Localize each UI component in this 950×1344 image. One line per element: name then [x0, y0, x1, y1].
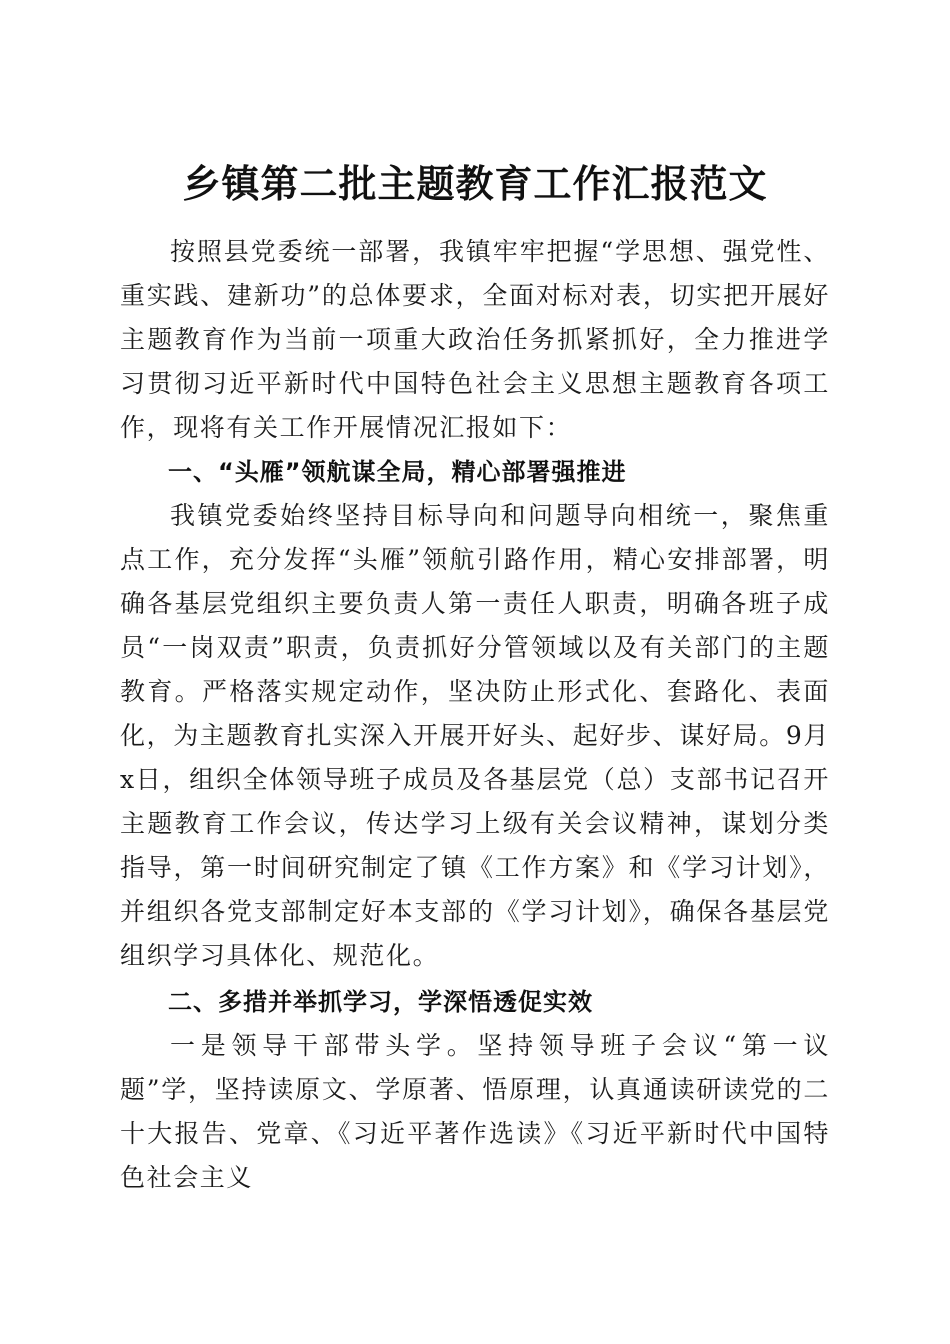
section-1-paragraph: 我镇党委始终坚持目标导向和问题导向相统一，聚焦重点工作，充分发挥“头雁”领航引路作用，精心安排部署，明确各基层党组织主要负责人第一责任人职责，明确各班子成员“一岗双责”职责，负责抓好分管领域以及有关部门的主题教育。严格落实规定动作，坚决防止形式化、套路化、表面化，为主题教育扎实深入开展开好头、起好步、谋好局。9月x日，组织全体领导班子成员及各基层党（总）支部书记召开主题教育工作会议，传达学习上级有关会议精神，谋划分类指导，第一时间研究制定了镇《工作方案》和《学习计划》，并组织各党支部制定好本支部的《学习计划》，确保各基层党组织学习具体化、规范化。 — [120, 501, 830, 970]
section-1-heading: 一、“头雁”领航谋全局，精心部署强推进 — [168, 458, 627, 486]
document-title: 乡镇第二批主题教育工作汇报范文 — [182, 161, 768, 207]
intro-paragraph: 按照县党委统一部署，我镇牢牢把握“学思想、强党性、重实践、建新功”的总体要求，全面对标对表，切实把开展好主题教育作为当前一项重大政治任务抓紧抓好，全力推进学习贯彻习近平新时代中国特色社会主义思想主题教育各项工作，现将有关工作开展情况汇报如下： — [120, 237, 830, 442]
section-2-paragraph: 一是领导干部带头学。坚持领导班子会议“第一议题”学，坚持读原文、学原著、悟原理，认真通读研读党的二十大报告、党章、《习近平著作选读》《习近平新时代中国特色社会主义 — [120, 1031, 830, 1192]
document-body — [120, 230, 830, 1200]
section-2-heading: 二、多措并举抓学习，学深悟透促实效 — [168, 988, 593, 1016]
